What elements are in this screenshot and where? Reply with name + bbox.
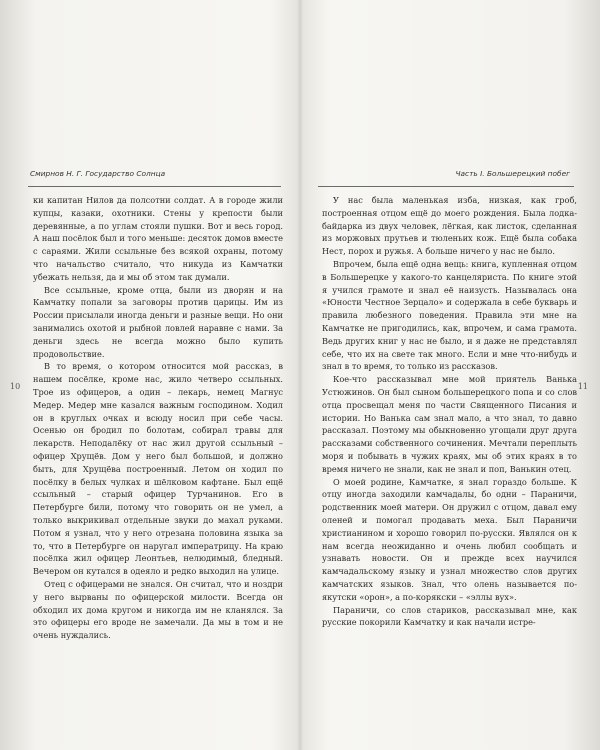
paragraph: Кое-что рассказывал мне мой приятель Ванька Устюжинов. Он был сыном большерецкого попа и со слов отца просвещал меня по части Священного Писания и истории. Но Ванька сам знал мало, а что знал, то давно рассказал. Поэтому мы обыкновенно угощали друг друга рассказами собственного сочинения. Мечтали переплыть моря и побывать в чужих краях, мы об этих краях в то время ничего не знали, как не знал и поп, Ванькин отец. — [322, 374, 577, 474]
paragraph: Отец с офицерами не знался. Он считал, что и ноздри у него вырваны по офицерской милости. Всегда он обходил их дома кругом и никогда им не кланялся. За это офицеры его вроде не замечали. Да мы в том и не очень нуждались. — [33, 578, 283, 641]
running-header-left: Смирнов Н. Г. Государство Солнца — [30, 169, 166, 178]
paragraph: Все ссыльные, кроме отца, были из дворян и на Камчатку попали за заговоры против царицы. Им из России присылали иногда деньги и разные вещи. Но они занимались охотой и рыбной ловлей наравне с нами. За деньги здесь не всегда можно было купить продовольствие. — [33, 284, 283, 359]
right-page-text — [322, 194, 577, 629]
running-header-right: Часть I. Большерецкий побег — [455, 169, 570, 178]
page-number-left: 10 — [10, 382, 21, 391]
page-number-right: 11 — [577, 382, 588, 391]
left-page-text — [33, 194, 283, 642]
paragraph: Параничи, со слов стариков, рассказывал мне, как русские покорили Камчатку и как начали истре- — [322, 604, 577, 628]
paragraph: Впрочем, была ещё одна вещь: книга, купленная отцом в Большерецке у какого-то канцеляриста. По книге этой я учился грамоте и знал её наизусть. Называлась она «Юности Честное Зерцало» и содержала в себе букварь и правила любезного поведения. Правила эти мне на Камчатке не пригодились, как, впрочем, и сама грамота. Ведь других книг у нас не было, и я даже не представлял себе, что их на свете так много. Если и мне что-нибудь и знал в то время, то только из рассказов. — [322, 258, 577, 372]
paragraph: ки капитан Нилов да полсотни солдат. А в городе жили купцы, казаки, охотники. Стены у крепости были деревянные, а по углам стояли пушки. Вот и весь город. А наш посёлок был и того меньше: десяток домов вместе с сараями. Жили ссыльные без всякой охраны, потому что начальство считало, что никуда из Камчатки убежать нельзя, да и мы об этом так думали. — [33, 195, 283, 282]
paragraph: У нас была маленькая изба, низкая, как гроб, построенная отцом ещё до моего рождения. Была лодка-байдарка из двух человек, лёгкая, как листок, сделанная из моржовых прутьев и тюленьих кож. Ещё была собака Нест, порох и ружья. А больше ничего у нас не было. — [322, 195, 577, 257]
paragraph: В то время, о котором относится мой рассказ, в нашем посёлке, кроме нас, жило четверо ссыльных. Трое из офицеров, а один – лекарь, немец Магнус Медер. Медер мне казался важным господином. Ходил он в круглых очках и всюду носил при себе часы. Осенью он бродил по болотам, собирал травы для лекарств. Неподалёку от нас жил другой ссыльный – офицер Хрущёв. Дом у него был большой, и должно быть, для Хрущёва построенный. Летом он ходил по посёлку в белых чулках и шёлковом кафтане. Был ещё ссыльный – старый офицер Турчанинов. Его в Петербурге били, потому что говорить он не умел, а только выкрикивал отдельные звуки до махал руками. Потом я узнал, что у него отрезана половина языка за то, что в Петербурге он наругал императрицу. На краю посёлка жил офицер Леонтьев, нелюдимый, бледный. Вечером он кутался в одеяло и редко выходил на улице. — [33, 361, 283, 577]
right-page — [300, 0, 600, 750]
paragraph: О моей родине, Камчатке, я знал гораздо больше. К отцу иногда заходили камчадалы, бо одни – Параничи, родственник моей матери. Он дружил с отцом, давал ему оленей и помогал продавать меха. Был Параничи христианином и хорошо говорил по-русски. Являлся он к нам всегда неожиданно и очень любил сообщать и узнавать новости. Он и прежде всех научился камчадальскому языку и узнал множество слов других камчатских языков. Знал, что олень называется по-якутски «орон», а по-корякски – «эллы вух». — [322, 476, 577, 602]
header-rule-left — [28, 186, 281, 187]
header-rule-right — [318, 186, 574, 187]
